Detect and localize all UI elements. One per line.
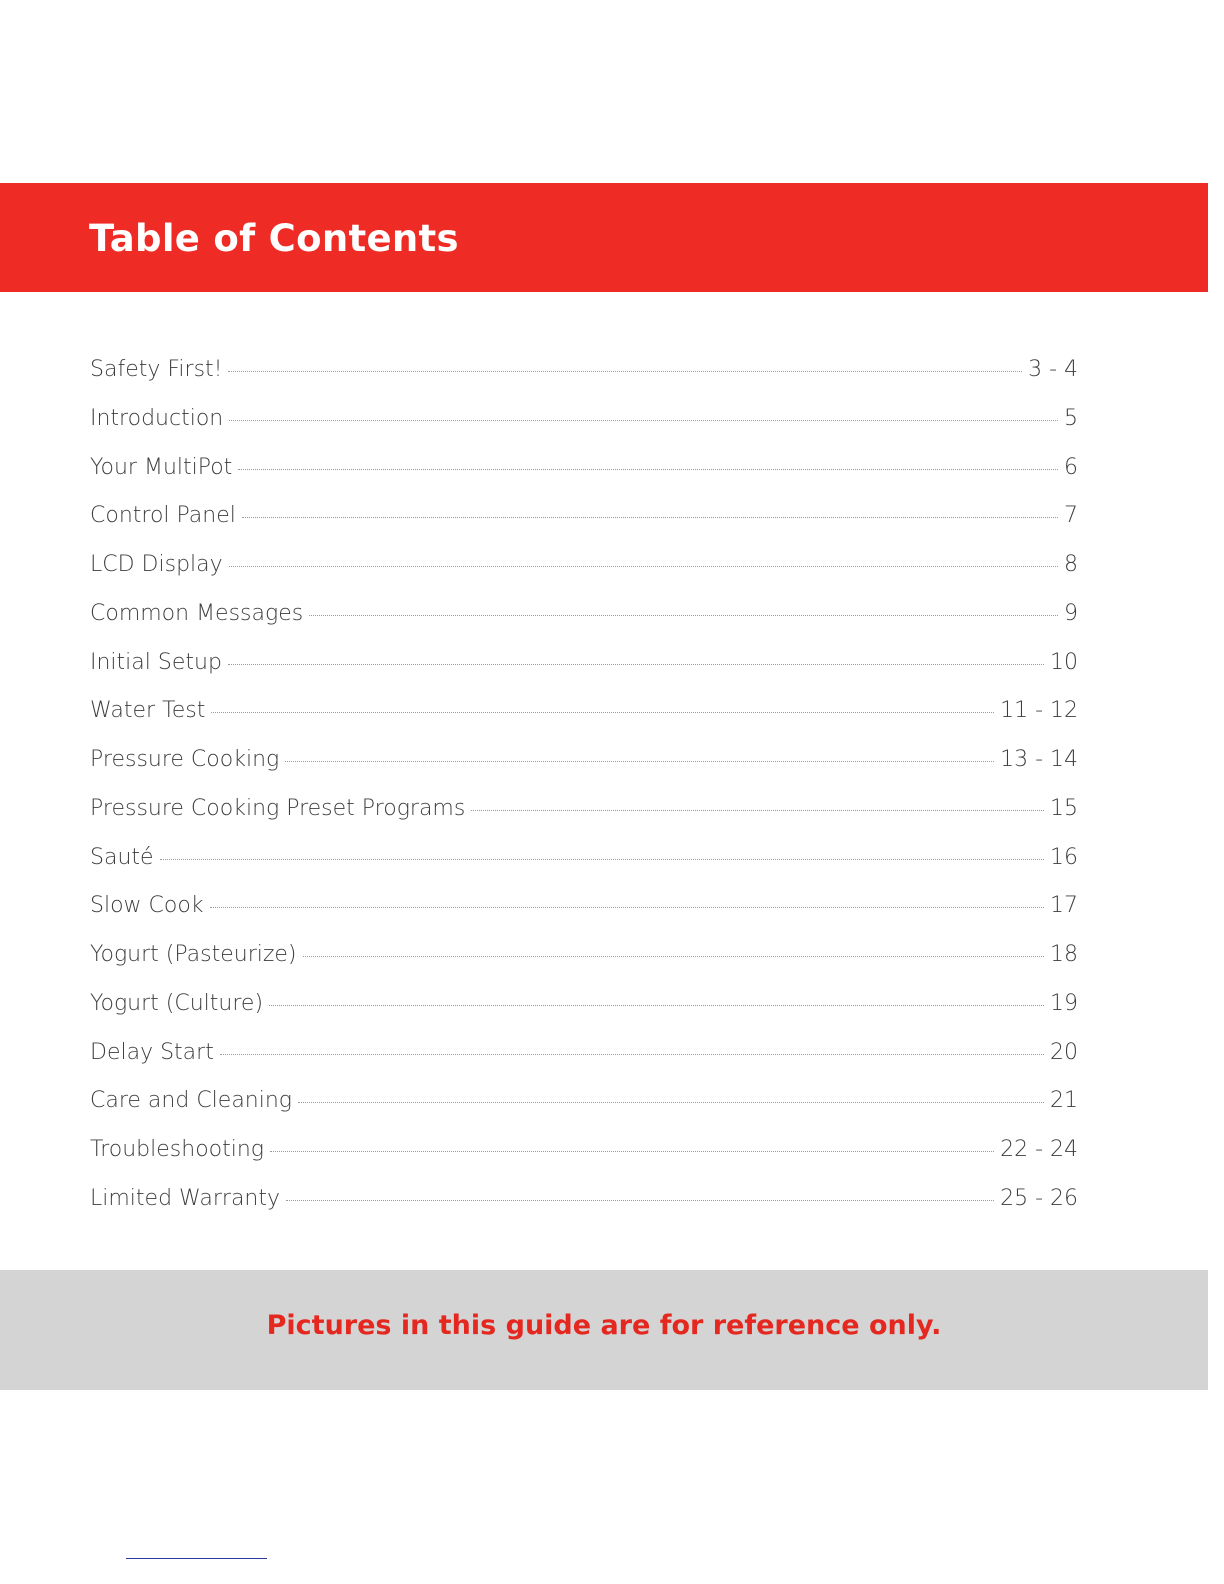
toc-entry-page: 21 <box>1050 1088 1078 1114</box>
toc-entry-page: 7 <box>1064 503 1078 529</box>
toc-entry-label: Yogurt (Pasteurize) <box>90 942 297 967</box>
toc-entry-label: Your MultiPot <box>90 454 233 480</box>
toc-entry-label: LCD Display <box>90 552 223 577</box>
toc-entry-label: Sauté <box>90 844 154 870</box>
dot-leader <box>303 956 1044 957</box>
table-of-contents <box>90 346 1078 1224</box>
toc-entry-label: Delay Start <box>90 1039 214 1065</box>
toc-entry-page: 5 <box>1064 405 1078 431</box>
toc-entry-label: Introduction <box>90 405 224 431</box>
toc-entry-label: Troubleshooting <box>90 1137 264 1162</box>
toc-entry-page: 18 <box>1050 942 1078 967</box>
toc-entry[interactable] <box>90 736 1078 785</box>
dot-leader <box>211 712 994 713</box>
toc-entry[interactable] <box>90 541 1078 590</box>
dot-leader <box>270 1151 994 1152</box>
dot-leader <box>160 859 1044 860</box>
toc-entry-page: 22 - 24 <box>1000 1137 1078 1162</box>
toc-entry[interactable] <box>90 931 1078 980</box>
toc-entry-label: Initial Setup <box>90 649 222 675</box>
toc-entry[interactable] <box>90 1175 1078 1224</box>
dot-leader <box>210 907 1044 908</box>
toc-entry[interactable] <box>90 639 1078 688</box>
toc-entry-page: 6 <box>1064 454 1078 480</box>
toc-entry[interactable] <box>90 1126 1078 1175</box>
dot-leader <box>298 1102 1044 1103</box>
dot-leader <box>471 810 1044 811</box>
toc-entry[interactable] <box>90 444 1078 493</box>
toc-entry-label: Pressure Cooking <box>90 747 280 772</box>
dot-leader <box>309 615 1058 616</box>
toc-entry-label: Limited Warranty <box>90 1185 281 1211</box>
toc-entry[interactable] <box>90 980 1078 1029</box>
toc-entry-label: Slow Cook <box>90 893 204 919</box>
toc-entry-label: Control Panel <box>90 503 236 529</box>
dot-leader <box>228 664 1044 665</box>
toc-entry-label: Yogurt (Culture) <box>90 990 264 1016</box>
dot-leader <box>238 469 1058 470</box>
toc-entry-label: Safety First! <box>90 357 223 382</box>
toc-entry[interactable] <box>90 346 1078 395</box>
toc-entry-page: 16 <box>1050 844 1078 870</box>
toc-entry[interactable] <box>90 1077 1078 1126</box>
dot-leader <box>228 371 1022 372</box>
toc-entry[interactable] <box>90 785 1078 834</box>
toc-entry-page: 11 - 12 <box>1000 698 1078 724</box>
dot-leader <box>285 761 994 762</box>
toc-entry-label: Pressure Cooking Preset Programs <box>90 795 466 821</box>
dot-leader <box>286 1200 994 1201</box>
toc-entry-page: 8 <box>1064 552 1078 577</box>
toc-entry[interactable] <box>90 395 1078 444</box>
dot-leader <box>229 420 1058 421</box>
toc-entry-page: 10 <box>1050 649 1078 675</box>
toc-entry[interactable] <box>90 1029 1078 1078</box>
toc-entry[interactable] <box>90 687 1078 736</box>
footer-link-underline <box>126 1558 267 1559</box>
toc-entry[interactable] <box>90 590 1078 639</box>
toc-entry-page: 19 <box>1050 990 1078 1016</box>
toc-entry-page: 20 <box>1050 1039 1078 1065</box>
dot-leader <box>229 566 1058 567</box>
toc-entry[interactable] <box>90 492 1078 541</box>
dot-leader <box>242 517 1058 518</box>
toc-entry-label: Water Test <box>90 698 206 724</box>
toc-entry[interactable] <box>90 882 1078 931</box>
toc-entry-label: Care and Cleaning <box>90 1088 293 1114</box>
dot-leader <box>220 1054 1044 1055</box>
toc-entry-page: 25 - 26 <box>1000 1185 1078 1211</box>
toc-entry-page: 9 <box>1064 600 1078 626</box>
page-title: Table of Contents <box>89 217 459 260</box>
toc-entry-page: 13 - 14 <box>1000 747 1078 772</box>
toc-entry[interactable] <box>90 834 1078 883</box>
toc-entry-label: Common Messages <box>90 600 304 626</box>
dot-leader <box>269 1005 1044 1006</box>
toc-entry-page: 17 <box>1050 893 1078 919</box>
toc-entry-page: 15 <box>1050 795 1078 821</box>
reference-notice: Pictures in this guide are for reference only. <box>266 1310 942 1341</box>
toc-entry-page: 3 - 4 <box>1028 357 1078 382</box>
